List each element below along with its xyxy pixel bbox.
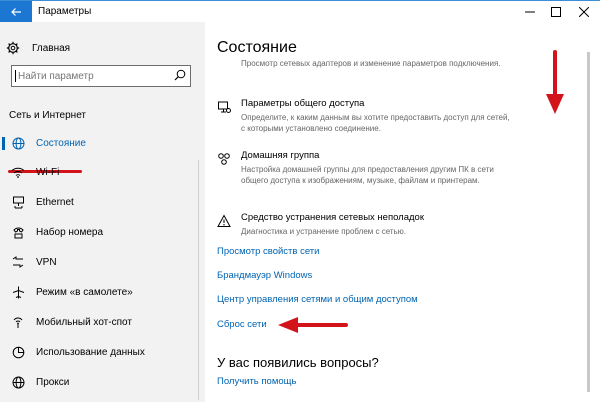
sidebar-item-label: Режим «в самолете» [36,286,133,298]
minimize-button[interactable] [516,1,544,23]
network-properties-link[interactable]: Просмотр свойств сети [217,246,320,257]
search-icon[interactable] [174,69,186,83]
search-input[interactable] [18,68,168,84]
sharing-icon [217,100,231,114]
panel-divider [198,160,199,400]
close-icon [579,7,589,17]
maximize-icon [551,7,561,17]
globe-icon [11,375,25,389]
back-button[interactable] [0,1,32,23]
sidebar [0,22,205,402]
sidebar-item-airplane[interactable] [0,282,205,302]
sidebar-item-hotspot[interactable] [0,312,205,332]
scrollbar[interactable] [587,52,590,392]
airplane-icon [11,285,25,299]
sidebar-item-vpn[interactable] [0,252,205,272]
adapter-options-partial[interactable] [217,58,507,88]
adapter-options-desc: Просмотр сетевых адаптеров и изменение параметров подключения. [241,59,501,68]
wifi-icon [11,165,25,179]
sharing-desc: Определите, к каким данным вы хотите предоставить доступ для сетей, с которыми установлено соединение. [241,113,510,133]
phone-icon [11,225,25,239]
data-usage-icon [11,345,25,359]
sidebar-item-ethernet[interactable] [0,192,205,212]
sidebar-item-status[interactable] [0,133,205,153]
sidebar-item-dialup[interactable] [0,222,205,242]
sidebar-item-wifi[interactable] [0,162,205,182]
sidebar-item-label: Набор номера [36,226,104,238]
homegroup-desc: Настройка домашней группы для предоставления другим ПК в сети общего доступа к изображениям, музыке, файлам и принтерам. [241,165,494,185]
sidebar-item-label: Прокси [36,376,70,388]
ethernet-icon [11,195,25,209]
troubleshooter-item[interactable] [217,212,507,240]
page-title: Состояние [217,39,297,56]
homegroup-title: Домашняя группа [241,150,320,161]
globe-icon [11,136,25,150]
close-button[interactable] [570,1,598,23]
sharing-options-item[interactable] [217,98,510,138]
windows-firewall-link[interactable]: Брандмауэр Windows [217,270,313,281]
questions-heading: У вас появились вопросы? [217,355,379,370]
sidebar-item-label: Wi-Fi [36,166,60,178]
sharing-title: Параметры общего доступа [241,98,365,109]
back-arrow-icon [10,7,22,17]
warning-icon [217,214,231,228]
troubleshooter-desc: Диагностика и устранение проблем с сетью. [241,227,406,236]
maximize-button[interactable] [542,1,570,23]
network-center-link[interactable]: Центр управления сетями и общим доступом [217,294,418,305]
gear-icon [6,41,20,55]
search-box[interactable] [11,65,191,87]
window-title: Параметры [38,6,92,17]
sidebar-item-label: Использование данных [36,346,145,358]
hotspot-icon [11,315,25,329]
sidebar-item-data-usage[interactable] [0,342,205,362]
section-header: Сеть и Интернет [9,110,87,121]
title-bar [0,0,600,22]
home-label: Главная [32,42,71,54]
homegroup-item[interactable] [217,150,507,205]
sidebar-item-label: VPN [36,256,57,268]
sidebar-item-proxy[interactable] [0,372,205,392]
sidebar-item-label: Состояние [36,137,86,149]
troubleshooter-title: Средство устранения сетевых неполадок [241,212,424,223]
home-nav-item[interactable] [6,38,70,58]
homegroup-icon [217,152,231,166]
network-reset-link[interactable]: Сброс сети [217,319,267,330]
annotation-arrow-left-icon [274,313,350,337]
sidebar-item-label: Ethernet [36,196,74,208]
get-help-link[interactable]: Получить помощь [217,376,297,387]
sidebar-item-label: Мобильный хот-спот [36,316,132,328]
annotation-arrow-down-icon [540,50,570,120]
vpn-icon [11,255,25,269]
text-cursor [15,70,16,82]
minimize-icon [525,7,535,17]
active-indicator [2,137,5,150]
